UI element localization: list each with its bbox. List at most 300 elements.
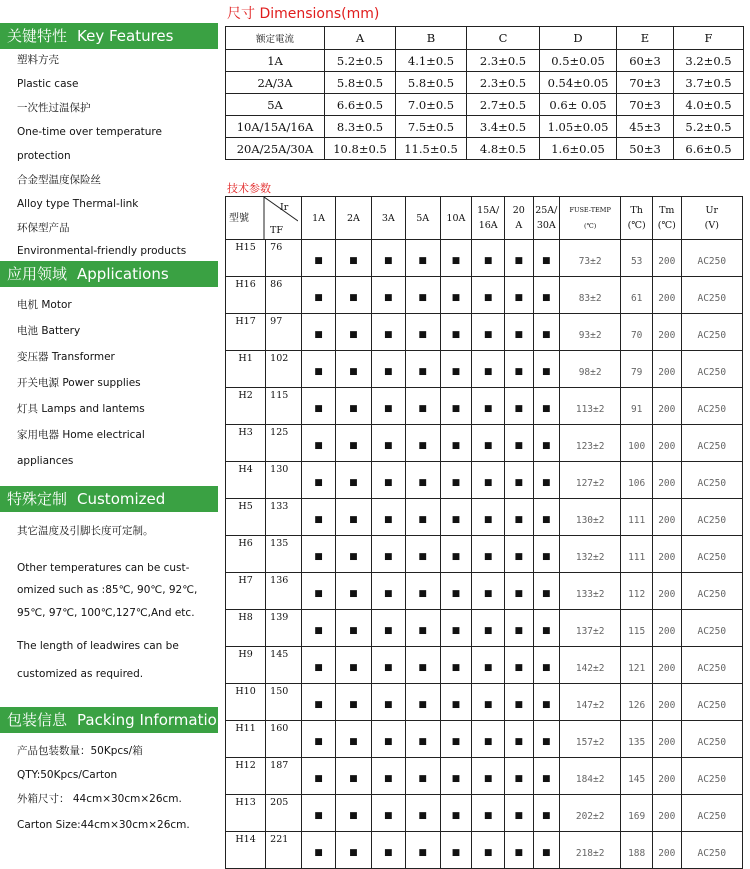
dim-header-cell: A bbox=[325, 27, 396, 50]
model-cell: H4 bbox=[226, 462, 266, 499]
tf-cell: 86 bbox=[266, 277, 302, 314]
current-mark: ■ bbox=[472, 240, 505, 277]
current-mark: ■ bbox=[472, 351, 505, 388]
current-mark: ■ bbox=[440, 647, 472, 684]
current-mark: ■ bbox=[405, 425, 440, 462]
tm-cell: 200 bbox=[653, 758, 682, 795]
section-text-line: 环保型产品 bbox=[17, 222, 70, 234]
section-text-line: 电机 Motor bbox=[17, 299, 72, 311]
tech-row bbox=[226, 721, 743, 758]
current-mark: ■ bbox=[371, 758, 405, 795]
tf-cell: 160 bbox=[266, 721, 302, 758]
section-text-line: 变压器 Transformer bbox=[17, 351, 115, 363]
th-cell: 115 bbox=[621, 610, 653, 647]
ur-cell: AC250 bbox=[681, 240, 742, 277]
tm-cell: 200 bbox=[653, 277, 682, 314]
fuse-temp-cell: 127±2 bbox=[560, 462, 621, 499]
current-mark: ■ bbox=[533, 388, 559, 425]
current-header-cell bbox=[302, 197, 336, 240]
packing-header bbox=[0, 707, 227, 733]
current-mark: ■ bbox=[302, 314, 336, 351]
th-cell: 91 bbox=[621, 388, 653, 425]
tm-header-text: Tm bbox=[659, 205, 675, 216]
current-mark: ■ bbox=[440, 758, 472, 795]
model-cell: H11 bbox=[226, 721, 266, 758]
current-mark: ■ bbox=[405, 795, 440, 832]
dim-cell: 4.0±0.5 bbox=[674, 94, 744, 116]
current-mark: ■ bbox=[335, 499, 371, 536]
tech-row bbox=[226, 832, 743, 869]
ur-cell: AC250 bbox=[681, 277, 742, 314]
current-header-cell bbox=[472, 197, 505, 240]
section-title-en: Applications bbox=[77, 265, 169, 283]
current-mark: ■ bbox=[533, 610, 559, 647]
current-mark: ■ bbox=[302, 425, 336, 462]
tm-cell: 200 bbox=[653, 684, 682, 721]
th-cell: 112 bbox=[621, 573, 653, 610]
current-mark: ■ bbox=[335, 610, 371, 647]
current-mark: ■ bbox=[440, 536, 472, 573]
th-header bbox=[621, 197, 653, 240]
model-cell: H3 bbox=[226, 425, 266, 462]
current-mark: ■ bbox=[302, 610, 336, 647]
current-mark: ■ bbox=[405, 610, 440, 647]
tech-row bbox=[226, 351, 743, 388]
section-title-en: Packing Information bbox=[77, 711, 227, 729]
ur-cell: AC250 bbox=[681, 795, 742, 832]
ur-cell: AC250 bbox=[681, 647, 742, 684]
dim-cell: 60±3 bbox=[617, 50, 674, 72]
ur-header-text: Ur bbox=[705, 205, 719, 216]
fuse-temp-cell: 137±2 bbox=[560, 610, 621, 647]
section-text-line: 一次性过温保护 bbox=[17, 102, 91, 114]
current-header-cell bbox=[533, 197, 559, 240]
current-mark: ■ bbox=[472, 684, 505, 721]
model-cell: H16 bbox=[226, 277, 266, 314]
current-mark: ■ bbox=[505, 721, 534, 758]
model-cell: H12 bbox=[226, 758, 266, 795]
current-mark: ■ bbox=[371, 647, 405, 684]
fuse-temp-cell: 98±2 bbox=[560, 351, 621, 388]
tf-cell: 76 bbox=[266, 240, 302, 277]
dim-cell: 5.8±0.5 bbox=[396, 72, 467, 94]
dim-row bbox=[226, 94, 744, 116]
current-mark: ■ bbox=[371, 832, 405, 869]
section-title-cn: 特殊定制 bbox=[7, 490, 68, 508]
ur-header-text: (V) bbox=[704, 220, 719, 231]
current-mark: ■ bbox=[505, 462, 534, 499]
current-mark: ■ bbox=[440, 314, 472, 351]
section-text-line: QTY:50Kpcs/Carton bbox=[17, 769, 118, 781]
current-mark: ■ bbox=[505, 277, 534, 314]
current-mark: ■ bbox=[335, 425, 371, 462]
tf-cell: 136 bbox=[266, 573, 302, 610]
fuse-temp-cell: 130±2 bbox=[560, 499, 621, 536]
ur-header bbox=[681, 197, 742, 240]
th-header-text: Th bbox=[630, 205, 643, 216]
current-mark: ■ bbox=[472, 573, 505, 610]
dim-cell: 0.54±0.05 bbox=[540, 72, 617, 94]
tf-cell: 135 bbox=[266, 536, 302, 573]
current-mark: ■ bbox=[335, 351, 371, 388]
dim-cell: 20A/25A/30A bbox=[226, 138, 325, 160]
section-title-cn: 关键特性 bbox=[7, 27, 68, 45]
current-mark: ■ bbox=[371, 388, 405, 425]
th-cell: 126 bbox=[621, 684, 653, 721]
current-mark: ■ bbox=[505, 499, 534, 536]
current-mark: ■ bbox=[335, 277, 371, 314]
current-mark: ■ bbox=[440, 425, 472, 462]
section-title-cn: 包装信息 bbox=[7, 711, 68, 729]
tm-cell: 200 bbox=[653, 425, 682, 462]
current-mark: ■ bbox=[505, 610, 534, 647]
current-mark: ■ bbox=[335, 647, 371, 684]
th-cell: 145 bbox=[621, 758, 653, 795]
tech-row bbox=[226, 647, 743, 684]
current-mark: ■ bbox=[440, 832, 472, 869]
model-cell: H5 bbox=[226, 499, 266, 536]
section-title-en: Customized bbox=[77, 490, 166, 508]
current-mark: ■ bbox=[371, 499, 405, 536]
current-mark: ■ bbox=[302, 573, 336, 610]
fuse-temp-cell: 142±2 bbox=[560, 647, 621, 684]
tm-cell: 200 bbox=[653, 351, 682, 388]
fuse-temp-cell: 133±2 bbox=[560, 573, 621, 610]
current-mark: ■ bbox=[533, 573, 559, 610]
model-cell: H17 bbox=[226, 314, 266, 351]
section-text-line: Plastic case bbox=[17, 78, 79, 90]
tm-cell: 200 bbox=[653, 610, 682, 647]
tf-cell: 125 bbox=[266, 425, 302, 462]
current-header-text: 30A bbox=[536, 220, 556, 231]
ur-cell: AC250 bbox=[681, 536, 742, 573]
current-mark: ■ bbox=[472, 795, 505, 832]
dim-cell: 5A bbox=[226, 94, 325, 116]
tf-cell: 145 bbox=[266, 647, 302, 684]
dim-row bbox=[226, 138, 744, 160]
tech-row bbox=[226, 388, 743, 425]
tech-row bbox=[226, 536, 743, 573]
current-header-text: 2A bbox=[346, 212, 360, 224]
tm-cell: 200 bbox=[653, 536, 682, 573]
th-cell: 106 bbox=[621, 462, 653, 499]
dim-cell: 3.7±0.5 bbox=[674, 72, 744, 94]
ur-cell: AC250 bbox=[681, 425, 742, 462]
tm-cell: 200 bbox=[653, 721, 682, 758]
current-mark: ■ bbox=[302, 351, 336, 388]
current-mark: ■ bbox=[472, 314, 505, 351]
model-cell: H13 bbox=[226, 795, 266, 832]
section-text-line: Alloy type Thermal-link bbox=[17, 198, 139, 210]
dim-cell: 1A bbox=[226, 50, 325, 72]
current-mark: ■ bbox=[371, 277, 405, 314]
section-text-line: 塑料方壳 bbox=[17, 54, 59, 66]
current-mark: ■ bbox=[472, 425, 505, 462]
current-mark: ■ bbox=[371, 610, 405, 647]
dim-cell: 6.6±0.5 bbox=[674, 138, 744, 160]
current-mark: ■ bbox=[440, 684, 472, 721]
key-features-header bbox=[0, 23, 218, 49]
dim-header-cell: B bbox=[396, 27, 467, 50]
tm-cell: 200 bbox=[653, 240, 682, 277]
model-cell: H7 bbox=[226, 573, 266, 610]
th-cell: 135 bbox=[621, 721, 653, 758]
tm-cell: 200 bbox=[653, 314, 682, 351]
current-mark: ■ bbox=[371, 240, 405, 277]
current-mark: ■ bbox=[371, 573, 405, 610]
current-mark: ■ bbox=[533, 314, 559, 351]
current-mark: ■ bbox=[533, 647, 559, 684]
fuse-temp-header bbox=[560, 197, 621, 240]
tm-cell: 200 bbox=[653, 832, 682, 869]
dim-cell: 10.8±0.5 bbox=[325, 138, 396, 160]
fuse-temp-cell: 123±2 bbox=[560, 425, 621, 462]
current-mark: ■ bbox=[533, 499, 559, 536]
current-header-cell bbox=[371, 197, 405, 240]
current-mark: ■ bbox=[505, 573, 534, 610]
ur-cell: AC250 bbox=[681, 573, 742, 610]
current-mark: ■ bbox=[335, 832, 371, 869]
dim-cell: 7.0±0.5 bbox=[396, 94, 467, 116]
tf-cell: 205 bbox=[266, 795, 302, 832]
current-mark: ■ bbox=[440, 499, 472, 536]
current-mark: ■ bbox=[405, 499, 440, 536]
current-header-text: 16A bbox=[478, 220, 498, 231]
tech-row bbox=[226, 314, 743, 351]
tech-row bbox=[226, 240, 743, 277]
dim-header-cell: C bbox=[467, 27, 540, 50]
section-text-line: 外箱尺寸： 44cm×30cm×26cm. bbox=[17, 793, 182, 805]
tm-cell: 200 bbox=[653, 462, 682, 499]
model-cell: H15 bbox=[226, 240, 266, 277]
tech-params-table bbox=[225, 196, 743, 869]
tech-row bbox=[226, 277, 743, 314]
diag-model-label: 型號 bbox=[229, 213, 249, 224]
fuse-temp-header-text: FUSE-TEMP bbox=[569, 206, 611, 214]
current-header-text: 25A/ bbox=[535, 205, 558, 216]
th-cell: 111 bbox=[621, 499, 653, 536]
ur-cell: AC250 bbox=[681, 721, 742, 758]
tech-row bbox=[226, 573, 743, 610]
current-mark: ■ bbox=[302, 684, 336, 721]
current-mark: ■ bbox=[533, 277, 559, 314]
tm-cell: 200 bbox=[653, 573, 682, 610]
tech-header-row bbox=[226, 197, 743, 240]
dim-cell: 5.8±0.5 bbox=[325, 72, 396, 94]
current-mark: ■ bbox=[533, 462, 559, 499]
section-text-line: The length of leadwires can be bbox=[17, 640, 179, 652]
tech-row bbox=[226, 684, 743, 721]
current-mark: ■ bbox=[472, 832, 505, 869]
current-mark: ■ bbox=[335, 758, 371, 795]
current-mark: ■ bbox=[371, 795, 405, 832]
applications-header bbox=[0, 261, 218, 287]
current-mark: ■ bbox=[371, 351, 405, 388]
fuse-temp-cell: 83±2 bbox=[560, 277, 621, 314]
current-mark: ■ bbox=[405, 462, 440, 499]
current-mark: ■ bbox=[440, 277, 472, 314]
fuse-temp-cell: 202±2 bbox=[560, 795, 621, 832]
ur-cell: AC250 bbox=[681, 758, 742, 795]
tm-cell: 200 bbox=[653, 499, 682, 536]
fuse-temp-cell: 184±2 bbox=[560, 758, 621, 795]
current-mark: ■ bbox=[440, 462, 472, 499]
current-mark: ■ bbox=[405, 684, 440, 721]
tech-params-title: 技术参数 bbox=[227, 182, 271, 195]
th-cell: 79 bbox=[621, 351, 653, 388]
fuse-temp-cell: 147±2 bbox=[560, 684, 621, 721]
dim-cell: 11.5±0.5 bbox=[396, 138, 467, 160]
ur-cell: AC250 bbox=[681, 499, 742, 536]
current-header-cell bbox=[440, 197, 472, 240]
current-mark: ■ bbox=[440, 610, 472, 647]
current-mark: ■ bbox=[302, 240, 336, 277]
fuse-temp-cell: 132±2 bbox=[560, 536, 621, 573]
current-mark: ■ bbox=[505, 351, 534, 388]
left-column bbox=[0, 0, 227, 847]
th-cell: 121 bbox=[621, 647, 653, 684]
ur-cell: AC250 bbox=[681, 832, 742, 869]
current-mark: ■ bbox=[335, 721, 371, 758]
section-text-line: customized as required. bbox=[17, 668, 144, 680]
section-text-line: 开关电源 Power supplies bbox=[17, 377, 141, 389]
current-mark: ■ bbox=[440, 240, 472, 277]
current-header-text: A bbox=[515, 220, 523, 231]
current-mark: ■ bbox=[472, 758, 505, 795]
current-mark: ■ bbox=[302, 758, 336, 795]
model-cell: H1 bbox=[226, 351, 266, 388]
section-text-line: 电池 Battery bbox=[17, 325, 81, 337]
dim-header-cell: F bbox=[674, 27, 744, 50]
current-mark: ■ bbox=[335, 388, 371, 425]
dim-cell: 2.7±0.5 bbox=[467, 94, 540, 116]
th-header-text: (℃) bbox=[627, 220, 646, 231]
current-mark: ■ bbox=[405, 277, 440, 314]
tm-cell: 200 bbox=[653, 388, 682, 425]
current-mark: ■ bbox=[335, 573, 371, 610]
current-mark: ■ bbox=[302, 277, 336, 314]
tf-cell: 115 bbox=[266, 388, 302, 425]
section-text-line: 产品包装数量：50Kpcs/箱 bbox=[17, 745, 143, 757]
current-mark: ■ bbox=[335, 240, 371, 277]
tf-cell: 130 bbox=[266, 462, 302, 499]
current-mark: ■ bbox=[440, 573, 472, 610]
th-cell: 169 bbox=[621, 795, 653, 832]
tech-row bbox=[226, 425, 743, 462]
th-cell: 53 bbox=[621, 240, 653, 277]
current-mark: ■ bbox=[505, 425, 534, 462]
current-mark: ■ bbox=[472, 647, 505, 684]
ur-cell: AC250 bbox=[681, 610, 742, 647]
ur-cell: AC250 bbox=[681, 462, 742, 499]
dimensions-table bbox=[225, 26, 744, 160]
current-mark: ■ bbox=[335, 684, 371, 721]
ur-cell: AC250 bbox=[681, 314, 742, 351]
current-mark: ■ bbox=[472, 536, 505, 573]
current-mark: ■ bbox=[405, 536, 440, 573]
section-text-line: omized such as :85℃, 90℃, 92℃, bbox=[17, 584, 198, 596]
current-mark: ■ bbox=[302, 832, 336, 869]
fuse-temp-cell: 218±2 bbox=[560, 832, 621, 869]
th-cell: 100 bbox=[621, 425, 653, 462]
model-cell: H9 bbox=[226, 647, 266, 684]
dim-cell: 0.6± 0.05 bbox=[540, 94, 617, 116]
th-cell: 188 bbox=[621, 832, 653, 869]
current-header-text: 20 bbox=[512, 205, 525, 216]
model-cell: H10 bbox=[226, 684, 266, 721]
current-mark: ■ bbox=[505, 795, 534, 832]
tech-diagonal-header bbox=[226, 197, 302, 240]
current-mark: ■ bbox=[405, 388, 440, 425]
current-mark: ■ bbox=[440, 721, 472, 758]
ur-cell: AC250 bbox=[681, 684, 742, 721]
current-mark: ■ bbox=[371, 425, 405, 462]
tech-row bbox=[226, 610, 743, 647]
current-mark: ■ bbox=[472, 721, 505, 758]
current-mark: ■ bbox=[302, 388, 336, 425]
section-text-line: appliances bbox=[17, 455, 74, 467]
current-mark: ■ bbox=[440, 351, 472, 388]
customized-header bbox=[0, 486, 218, 512]
tf-cell: 150 bbox=[266, 684, 302, 721]
section-text-line: 95℃, 97℃, 100℃,127℃,And etc. bbox=[17, 607, 195, 619]
dim-cell: 2A/3A bbox=[226, 72, 325, 94]
th-cell: 111 bbox=[621, 536, 653, 573]
tech-row bbox=[226, 499, 743, 536]
current-header-text: 10A bbox=[446, 212, 466, 224]
dim-cell: 4.1±0.5 bbox=[396, 50, 467, 72]
current-header-cell bbox=[405, 197, 440, 240]
dim-cell: 70±3 bbox=[617, 72, 674, 94]
tech-row bbox=[226, 462, 743, 499]
dim-row bbox=[226, 50, 744, 72]
current-mark: ■ bbox=[505, 314, 534, 351]
dim-cell: 2.3±0.5 bbox=[467, 50, 540, 72]
current-mark: ■ bbox=[371, 684, 405, 721]
current-mark: ■ bbox=[533, 684, 559, 721]
section-title-cn: 应用领域 bbox=[7, 265, 68, 283]
current-mark: ■ bbox=[533, 536, 559, 573]
current-header-cell bbox=[335, 197, 371, 240]
dim-cell: 2.3±0.5 bbox=[467, 72, 540, 94]
tech-row bbox=[226, 758, 743, 795]
current-mark: ■ bbox=[302, 499, 336, 536]
current-mark: ■ bbox=[405, 758, 440, 795]
current-mark: ■ bbox=[505, 240, 534, 277]
current-mark: ■ bbox=[505, 684, 534, 721]
dim-cell: 0.5±0.05 bbox=[540, 50, 617, 72]
dim-cell: 10A/15A/16A bbox=[226, 116, 325, 138]
current-mark: ■ bbox=[505, 758, 534, 795]
current-mark: ■ bbox=[505, 536, 534, 573]
current-mark: ■ bbox=[405, 647, 440, 684]
section-text-line: One-time over temperature bbox=[17, 126, 162, 138]
model-cell: H6 bbox=[226, 536, 266, 573]
current-mark: ■ bbox=[405, 721, 440, 758]
current-mark: ■ bbox=[302, 795, 336, 832]
current-header-text: 1A bbox=[312, 212, 325, 224]
current-mark: ■ bbox=[533, 832, 559, 869]
tech-row bbox=[226, 795, 743, 832]
current-mark: ■ bbox=[371, 314, 405, 351]
diag-tf-label: TF bbox=[270, 225, 283, 236]
tm-header-text: (℃) bbox=[657, 220, 676, 231]
current-mark: ■ bbox=[405, 351, 440, 388]
model-cell: H2 bbox=[226, 388, 266, 425]
tf-cell: 221 bbox=[266, 832, 302, 869]
current-mark: ■ bbox=[472, 499, 505, 536]
current-mark: ■ bbox=[371, 721, 405, 758]
